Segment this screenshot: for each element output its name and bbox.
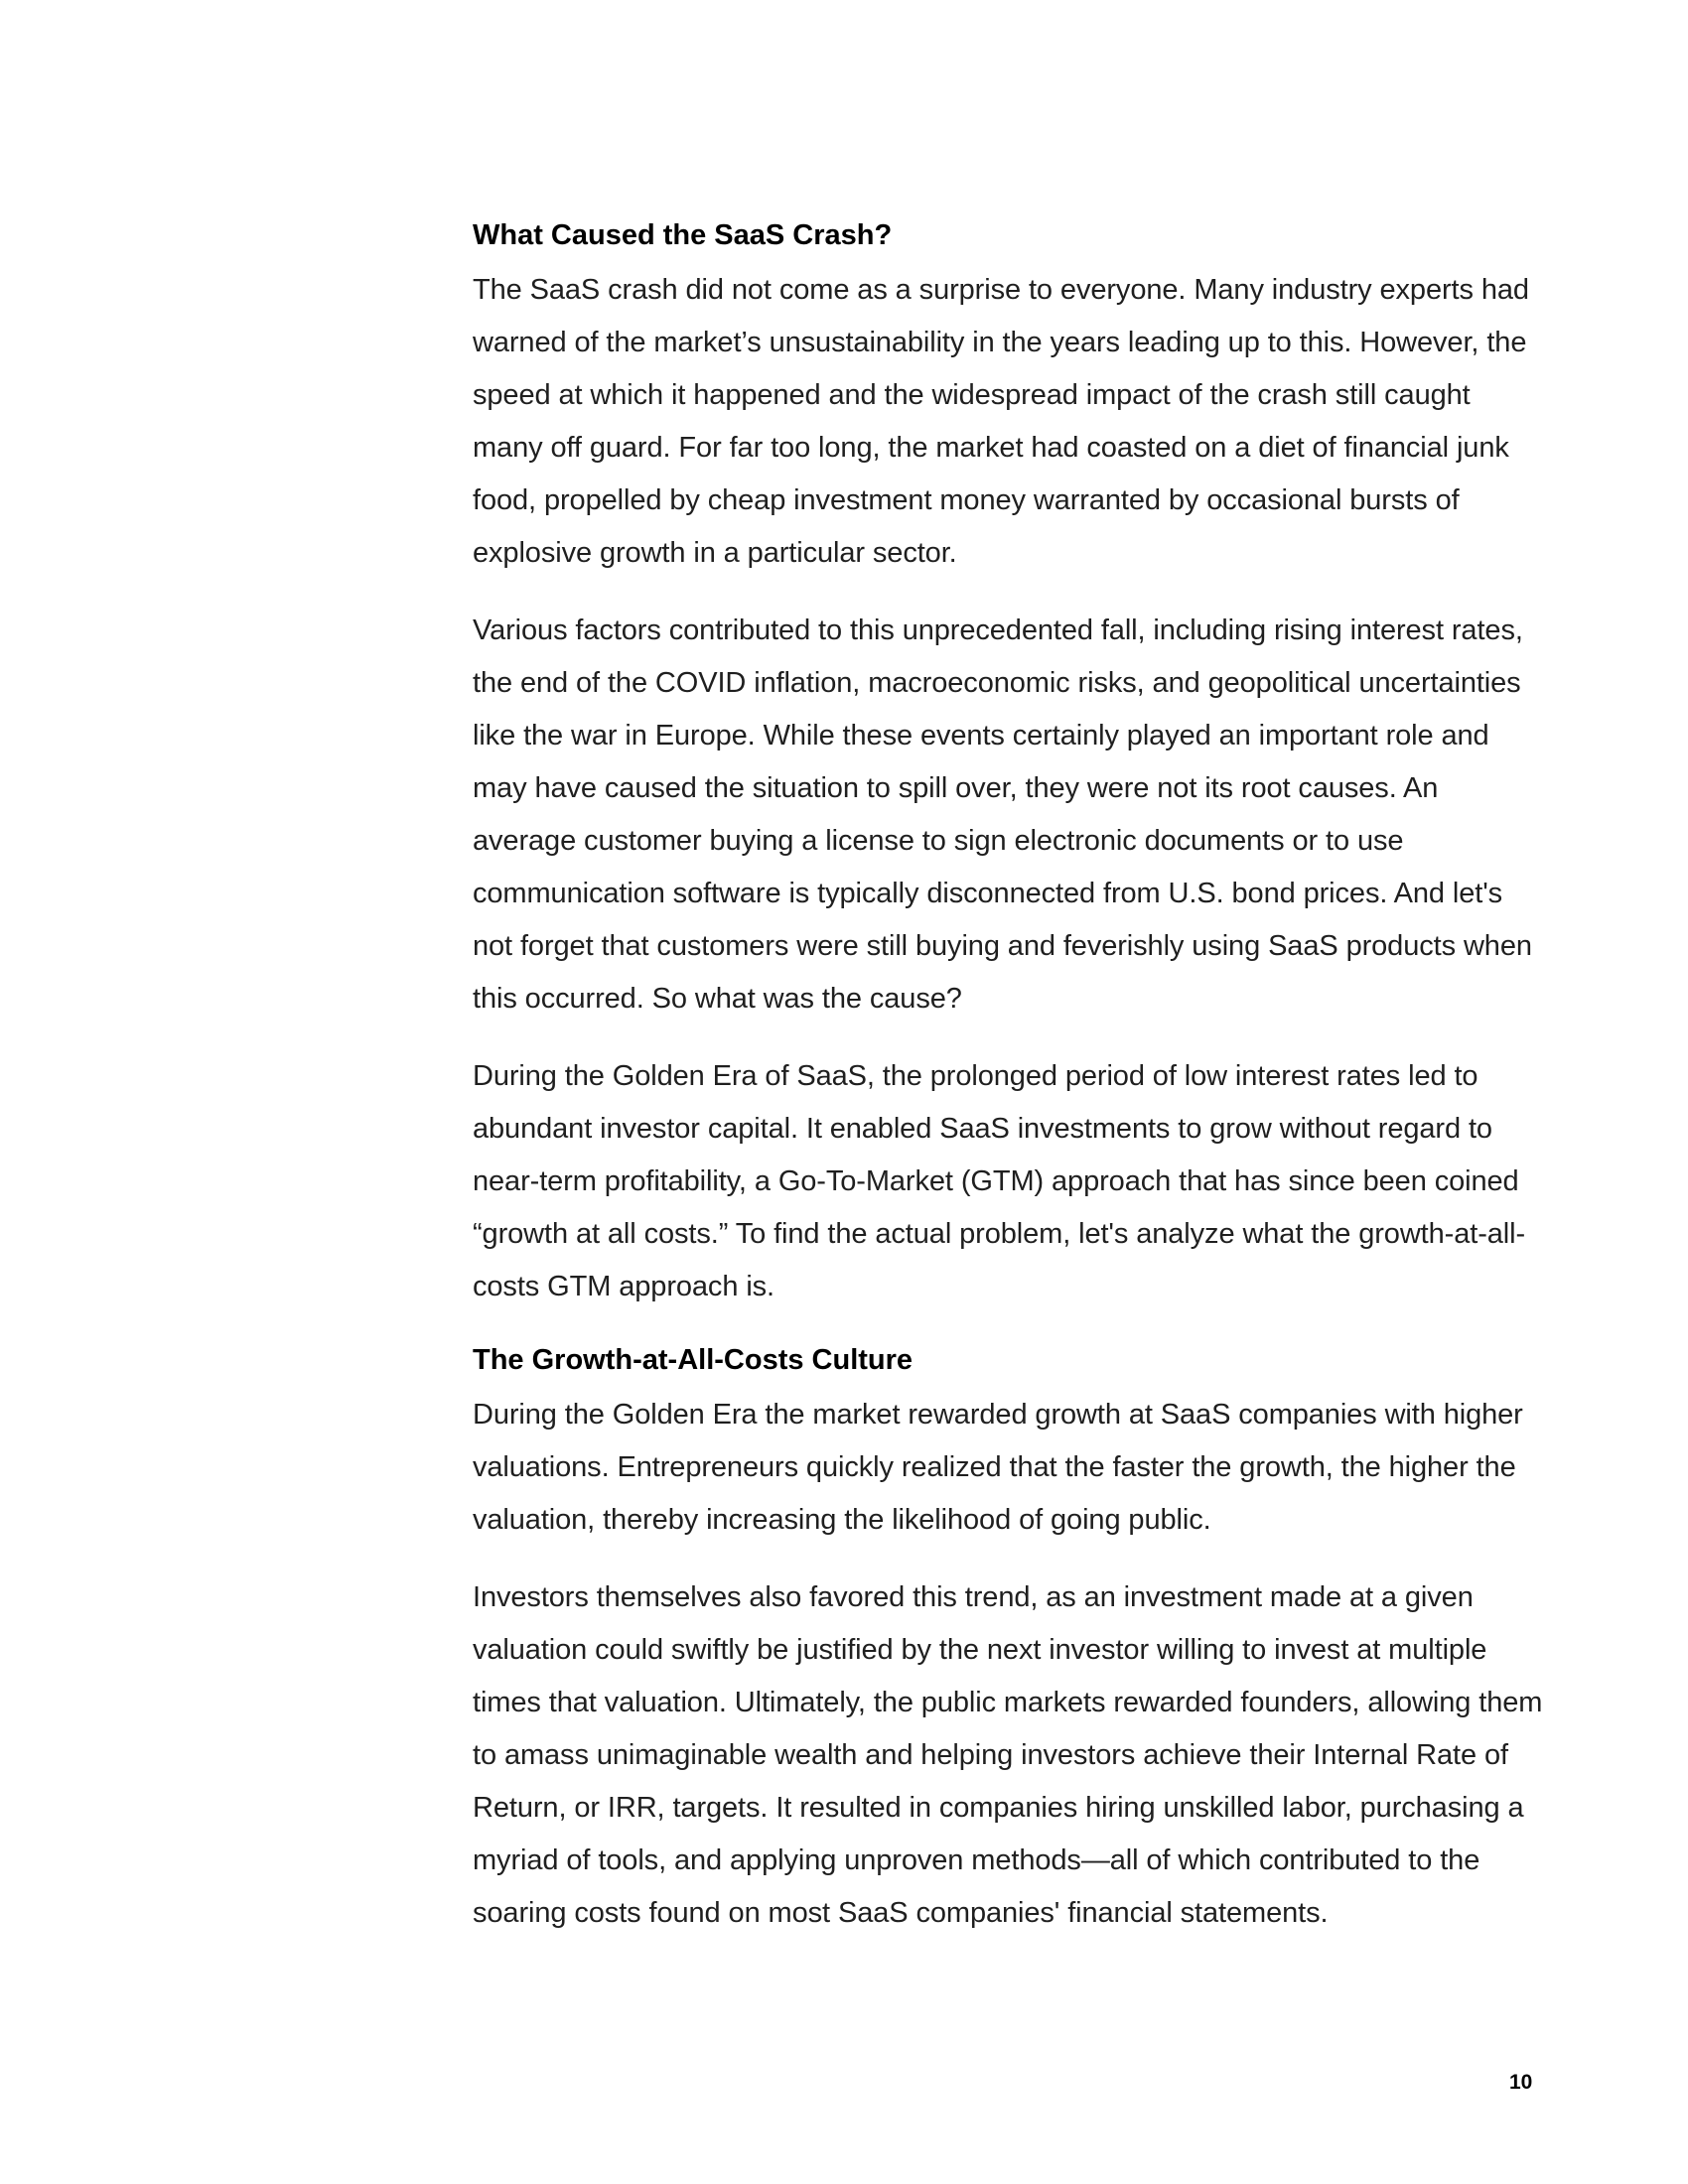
paragraph-contributing-factors: Various factors contributed to this unprecedented fall, including rising interest rates, the end of the COVID inflation, macroeconomic risks, and geopolitical uncertainties like the war in Europe. While these events certainly played an important role and may have caused the situation to spill over, they were not its root causes. An average customer buying a license to sign electronic documents or to use communication software is typically disconnected from U.S. bond prices. And let's not forget that customers were still buying and feverishly using SaaS products when this occurred. So what was the cause? xyxy=(473,614,1532,1015)
page-content xyxy=(473,213,1545,1965)
paragraph-investors-favored-trend: Investors themselves also favored this trend, as an investment made at a given valuation could swiftly be justified by the next investor willing to invest at multiple times that valuation. Ultimately, the public markets rewarded founders, allowing them to amass unimaginable wealth and helping investors achieve their Internal Rate of Return, or IRR, targets. It resulted in companies hiring unskilled labor, purchasing a myriad of tools, and applying unproven methods—all of which contributed to the soaring costs found on most SaaS companies' financial statements. xyxy=(473,1581,1543,1929)
page-number: 10 xyxy=(1509,2071,1533,2094)
paragraph-golden-era: During the Golden Era of SaaS, the prolonged period of low interest rates led to abundant investor capital. It enabled SaaS investments to grow without regard to near-term profitability, a Go-To-Market (GTM) approach that has since been coined “growth at all costs.” To find the actual problem, let's analyze what the growth-at-all-costs GTM approach is. xyxy=(473,1060,1526,1302)
section-heading-saas-crash: What Caused the SaaS Crash? xyxy=(473,219,893,251)
paragraph-crash-surprise: The SaaS crash did not come as a surprise to everyone. Many industry experts had warned of the market’s unsustainability in the years leading up to this. However, the speed at which it happened and the widespread impact of the crash still caught many off guard. For far too long, the market had coasted on a diet of financial junk food, propelled by cheap investment money warranted by occasional bursts of explosive growth in a particular sector. xyxy=(473,274,1529,569)
paragraph-market-rewarded-growth: During the Golden Era the market rewarded growth at SaaS companies with higher valuations. Entrepreneurs quickly realized that the faster the growth, the higher the valuation, thereby increasing the likelihood of going public. xyxy=(473,1399,1523,1536)
section-heading-growth-culture: The Growth-at-All-Costs Culture xyxy=(473,1344,914,1376)
